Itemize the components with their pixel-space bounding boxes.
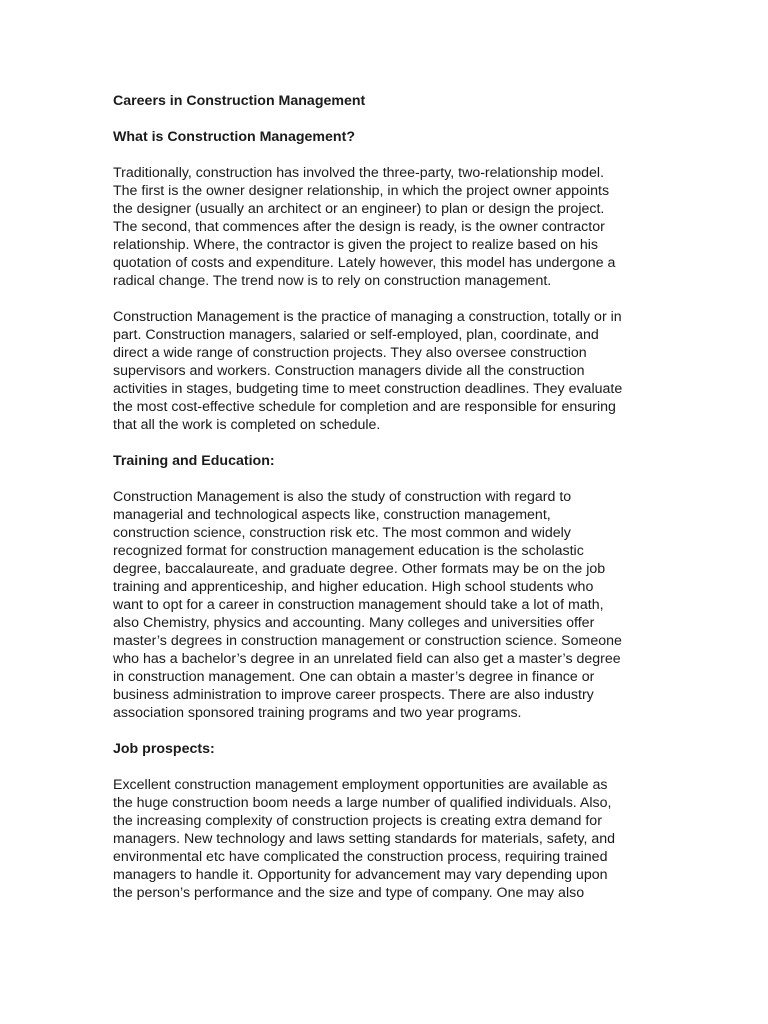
- text-line: environmental etc have complicated the construction process, requiring trained: [113, 849, 608, 865]
- paragraph: [113, 776, 658, 902]
- text-line: The second, that commences after the design is ready, is the owner contractor: [113, 219, 605, 235]
- text-line: managerial and technological aspects like, construction management,: [113, 507, 551, 523]
- text-line: recognized format for construction management education is the scholastic: [113, 543, 584, 559]
- text-line: managers. New technology and laws setting standards for materials, safety, and: [113, 831, 616, 847]
- text-line: Traditionally, construction has involved the three-party, two-relationship model.: [113, 165, 605, 181]
- text-line: The first is the owner designer relationship, in which the project owner appoints: [113, 183, 610, 199]
- document-title: Careers in Construction Management: [113, 93, 366, 109]
- text-line: in construction management. One can obtain a master’s degree in finance or: [113, 669, 595, 685]
- text-line: relationship. Where, the contractor is given the project to realize based on his: [113, 237, 599, 253]
- text-line: construction science, construction risk etc. The most common and widely: [113, 525, 571, 541]
- text-line: association sponsored training programs and two year programs.: [113, 705, 522, 721]
- text-line: Construction Management is also the study of construction with regard to: [113, 489, 572, 505]
- section-heading: Training and Education:: [113, 453, 275, 469]
- section-what-is-construction-management: [113, 128, 658, 434]
- text-line: Excellent construction management employment opportunities are available as: [113, 777, 608, 793]
- text-line: Construction Management is the practice of managing a construction, totally or in: [113, 309, 622, 325]
- text-line: who has a bachelor’s degree in an unrelated field can also get a master’s degree: [113, 651, 621, 667]
- text-line: the increasing complexity of construction projects is creating extra demand for: [113, 813, 602, 829]
- text-line: quotation of costs and expenditure. Lately however, this model has undergone a: [113, 255, 616, 271]
- text-line: supervisors and workers. Construction managers divide all the construction: [113, 363, 585, 379]
- text-line: the designer (usually an architect or an engineer) to plan or design the project.: [113, 201, 605, 217]
- text-line: the huge construction boom needs a large number of qualified individuals. Also,: [113, 795, 612, 811]
- text-line: the most cost-effective schedule for completion and are responsible for ensuring: [113, 399, 616, 415]
- text-line: that all the work is completed on schedule.: [113, 417, 381, 433]
- section-heading: Job prospects:: [113, 741, 215, 757]
- text-line: the person’s performance and the size and type of company. One may also: [113, 885, 585, 901]
- text-line: want to opt for a career in construction management should take a lot of math,: [113, 597, 604, 613]
- text-line: degree, baccalaureate, and graduate degree. Other formats may be on the job: [113, 561, 606, 577]
- text-line: managers to handle it. Opportunity for advancement may vary depending upon: [113, 867, 608, 883]
- text-line: training and apprenticeship, and higher education. High school students who: [113, 579, 594, 595]
- paragraph: [113, 164, 658, 290]
- section-job-prospects: [113, 740, 658, 902]
- section-training-and-education: [113, 452, 658, 722]
- text-line: master’s degrees in construction management or construction science. Someone: [113, 633, 622, 649]
- text-line: part. Construction managers, salaried or self-employed, plan, coordinate, and: [113, 327, 599, 343]
- text-line: activities in stages, budgeting time to meet construction deadlines. They evaluate: [113, 381, 623, 397]
- text-line: business administration to improve career prospects. There are also industry: [113, 687, 594, 703]
- paragraph: [113, 488, 658, 722]
- document-page: [113, 92, 658, 920]
- text-line: direct a wide range of construction projects. They also oversee construction: [113, 345, 587, 361]
- text-line: radical change. The trend now is to rely on construction management.: [113, 273, 552, 289]
- text-line: also Chemistry, physics and accounting. Many colleges and universities offer: [113, 615, 595, 631]
- section-heading: What is Construction Management?: [113, 129, 355, 145]
- paragraph: [113, 308, 658, 434]
